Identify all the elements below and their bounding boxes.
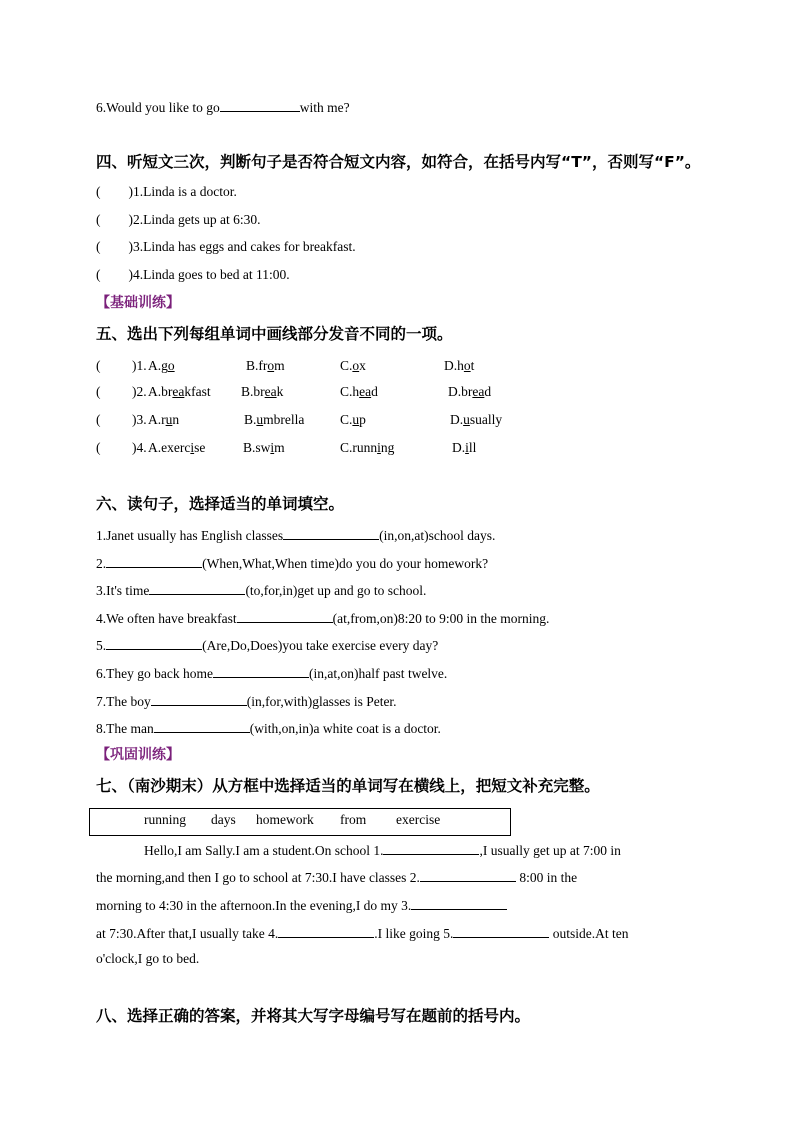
answer-blank[interactable] [453, 923, 549, 938]
item-text: 3.It's time [96, 583, 150, 598]
section-heading: 七、（南沙期末）从方框中选择适当的单词写在横线上，把短文补充完整。 [96, 777, 600, 795]
question-line [96, 97, 350, 117]
passage-line [96, 895, 696, 915]
word-bank-item: homework [256, 812, 314, 827]
item-number: )1. [132, 358, 147, 373]
passage-text: morning to 4:30 in the afternoon.In the evening,I do my 3. [96, 898, 507, 913]
answer-blank[interactable] [213, 663, 309, 678]
answer-blank[interactable] [383, 840, 479, 855]
item-text: 2. [96, 556, 107, 571]
judge-item [96, 183, 237, 201]
fill-item [96, 580, 426, 600]
fill-item [96, 608, 549, 628]
fill-item [96, 525, 495, 545]
item-text: )1.Linda is a doctor. [128, 184, 237, 199]
fill-item [96, 663, 447, 683]
item-text: 5. [96, 638, 107, 653]
item-text: 4.We often have breakfast [96, 611, 237, 626]
passage-line [96, 923, 696, 943]
answer-blank[interactable] [237, 608, 333, 623]
item-text: (to,for,in)get up and go to school. [245, 583, 427, 598]
passage-line: o'clock,I go to bed. [96, 951, 200, 966]
option-d: D.usually [450, 412, 503, 427]
option-b: B.swim [243, 440, 285, 455]
option-c: C.running [340, 440, 395, 455]
fill-item [96, 691, 397, 711]
item-text: )2.Linda gets up at 6:30. [128, 212, 261, 227]
item-text: 8.The man [96, 721, 154, 736]
option-b: B.break [241, 384, 284, 399]
passage-line [96, 867, 696, 887]
word-bank-item: exercise [396, 812, 441, 827]
phonics-row [96, 357, 696, 375]
answer-blank[interactable] [154, 718, 250, 733]
item-text: (When,What,When time)do you do your homework? [202, 556, 489, 571]
section-heading: 四、听短文三次，判断句子是否符合短文内容，如符合，在括号内写“T”，否则写“F”。 [96, 153, 701, 171]
option-a: A.go [148, 358, 175, 373]
answer-blank[interactable] [149, 580, 245, 595]
item-number: )4. [132, 440, 147, 455]
passage-text: Hello,I am Sally.I am a student.On school 1. ,I usually get up at 7:00 in [96, 840, 621, 860]
item-text: 7.The boy [96, 694, 151, 709]
item-text: (Are,Do,Does)you take exercise every day? [202, 638, 439, 653]
question-text: with me? [299, 100, 350, 115]
section-heading: 五、选出下列每组单词中画线部分发音不同的一项。 [96, 325, 453, 343]
section-tag: 【巩固训练】 [96, 747, 180, 763]
option-c: C.ox [340, 358, 366, 373]
item-text: )4.Linda goes to bed at 11:00. [128, 267, 290, 282]
option-c: C.head [340, 384, 378, 399]
phonics-row [96, 383, 696, 401]
paren: ( [96, 239, 101, 254]
paren: ( [96, 358, 101, 373]
answer-blank[interactable] [151, 691, 247, 706]
option-a: A.breakfast [148, 384, 211, 399]
item-text: (in,at,on)half past twelve. [308, 666, 448, 681]
item-text: (in,on,at)school days. [379, 528, 496, 543]
option-b: B.umbrella [244, 412, 305, 427]
word-bank-item: days [211, 812, 236, 827]
fill-item [96, 718, 441, 738]
answer-blank[interactable] [411, 895, 507, 910]
item-text: (with,on,in)a white coat is a doctor. [249, 721, 441, 736]
word-bank-box [89, 808, 511, 836]
item-text: 1.Janet usually has English classes [96, 528, 284, 543]
item-number: )3. [132, 412, 147, 427]
judge-item [96, 211, 260, 229]
paren: ( [96, 384, 101, 399]
option-d: D.ill [452, 440, 477, 455]
answer-blank[interactable] [283, 525, 379, 540]
option-b: B.from [246, 358, 285, 373]
answer-blank[interactable] [420, 867, 516, 882]
word-bank-item: running [144, 812, 186, 827]
paren: ( [96, 412, 101, 427]
option-d: D.bread [448, 384, 492, 399]
question-text: 6.Would you like to go [96, 100, 220, 115]
passage-text: the morning,and then I go to school at 7:30.I have classes 2. 8:00 in the [96, 870, 577, 885]
option-d: D.hot [444, 358, 475, 373]
word-bank-item: from [340, 812, 367, 827]
phonics-row [96, 411, 696, 429]
passage-text: at 7:30.After that,I usually take 4. .I like going 5. outside.At ten [96, 926, 628, 941]
section-heading: 六、读句子，选择适当的单词填空。 [96, 495, 345, 513]
option-c: C.up [340, 412, 366, 427]
judge-item [96, 266, 290, 284]
paren: ( [96, 440, 101, 455]
phonics-row [96, 439, 696, 457]
section-heading: 八、选择正确的答案，并将其大写字母编号写在题前的括号内。 [96, 1007, 531, 1025]
answer-blank[interactable] [278, 923, 374, 938]
fill-item [96, 635, 438, 655]
judge-item [96, 238, 356, 256]
paren: ( [96, 267, 101, 282]
answer-blank[interactable] [106, 635, 202, 650]
option-a: A.exercise [148, 440, 206, 455]
section-tag: 【基础训练】 [96, 295, 180, 311]
item-number: )2. [132, 384, 147, 399]
answer-blank[interactable] [106, 553, 202, 568]
item-text: )3.Linda has eggs and cakes for breakfast. [128, 239, 356, 254]
paren: ( [96, 212, 101, 227]
item-text: (at,from,on)8:20 to 9:00 in the morning. [332, 611, 550, 626]
item-text: 6.They go back home [96, 666, 213, 681]
fill-item [96, 553, 488, 573]
answer-blank[interactable] [220, 97, 300, 112]
item-text: (in,for,with)glasses is Peter. [246, 694, 397, 709]
option-a: A.run [148, 412, 180, 427]
passage-line [96, 840, 696, 860]
paren: ( [96, 184, 101, 199]
